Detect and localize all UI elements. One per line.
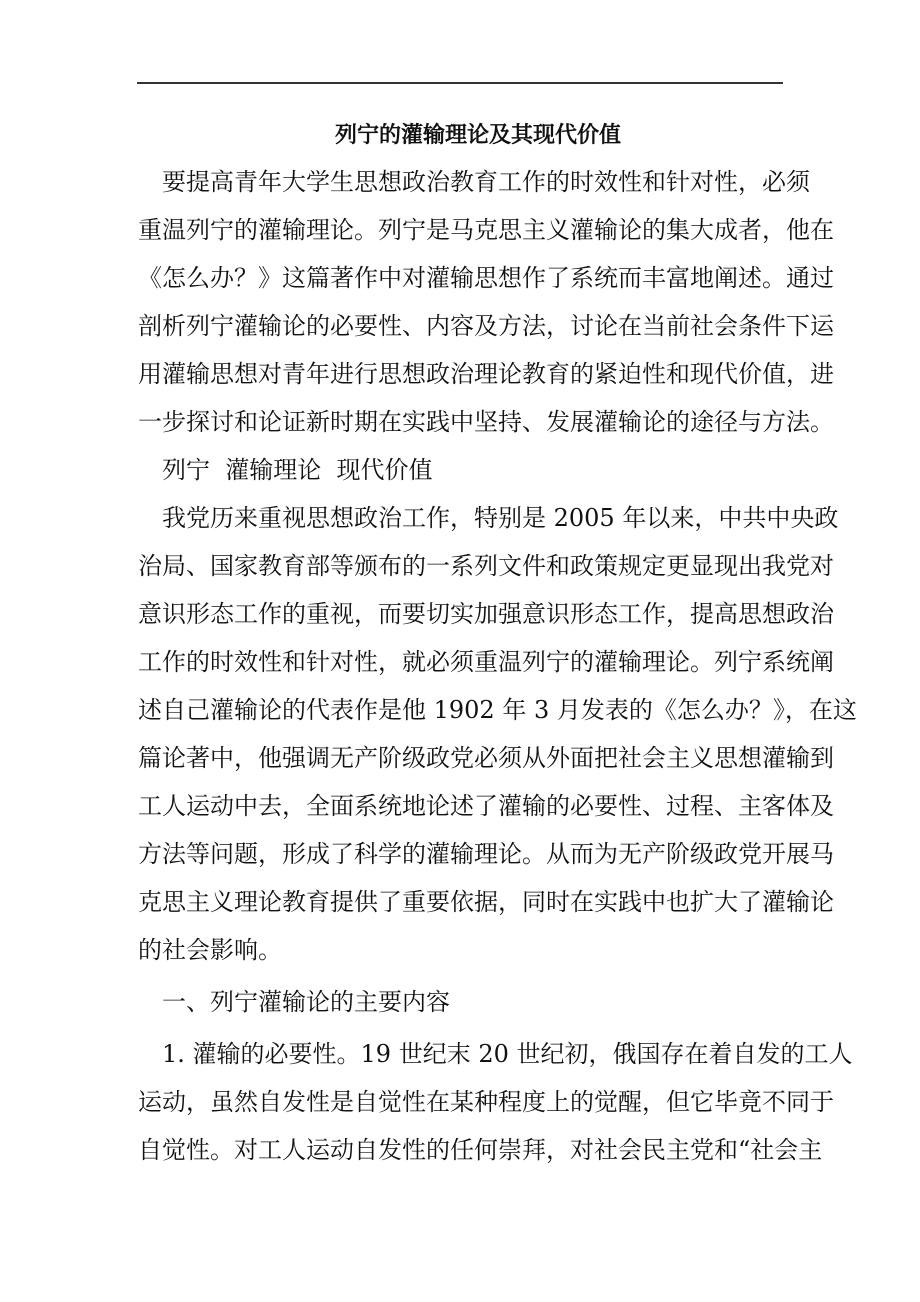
text-line: 要提高青年大学生思想政治教育工作的时效性和针对性，必须 — [162, 168, 810, 196]
text-line: 剖析列宁灌输论的必要性、内容及方法，讨论在当前社会条件下运 — [138, 312, 834, 340]
text-line: 自觉性。对工人运动自发性的任何崇拜，对社会民主党和“社会主 — [138, 1136, 823, 1164]
text-line: 的社会影响。 — [138, 936, 282, 964]
text-line: 工作的时效性和针对性，就必须重温列宁的灌输理论。列宁系统阐 — [138, 648, 834, 676]
text-line: 1. 灌输的必要性。19 世纪末 20 世纪初，俄国存在着自发的工人 — [162, 1040, 853, 1068]
section-paragraph — [138, 1030, 853, 1174]
text-line: 我党历来重视思想政治工作，特别是 2005 年以来，中共中央政 — [162, 504, 839, 532]
text-line: 工人运动中去，全面系统地论述了灌输的必要性、过程、主客体及 — [138, 792, 834, 820]
header-rule — [137, 82, 783, 84]
text-line: 篇论著中，他强调无产阶级政党必须从外面把社会主义思想灌输到 — [138, 744, 834, 772]
text-line: 治局、国家教育部等颁布的一系列文件和政策规定更显现出我党对 — [138, 552, 834, 580]
text-line: 运动，虽然自发性是自觉性在某种程度上的觉醒，但它毕竟不同于 — [138, 1088, 834, 1116]
text-line: 《怎么办？》这篇著作中对灌输思想作了系统而丰富地阐述。通过 — [138, 264, 834, 292]
text-line: 述自己灌输论的代表作是他 1902 年 3 月发表的《怎么办？》，在这 — [138, 696, 857, 724]
text-line: 重温列宁的灌输理论。列宁是马克思主义灌输论的集大成者，他在 — [138, 216, 834, 244]
section-heading: 一、列宁灌输论的主要内容 — [162, 988, 450, 1016]
text-line: 用灌输思想对青年进行思想政治理论教育的紧迫性和现代价值，进 — [138, 360, 834, 388]
intro-paragraph — [138, 494, 857, 974]
abstract-paragraph — [138, 158, 834, 446]
document-title: 列宁的灌输理论及其现代价值 — [334, 122, 621, 148]
text-line: 意识形态工作的重视，而要切实加强意识形态工作，提高思想政治 — [138, 600, 834, 628]
text-line: 一步探讨和论证新时期在实践中坚持、发展灌输论的途径与方法。 — [138, 408, 834, 436]
document-body — [138, 158, 857, 1174]
keywords: 列宁 灌输理论 现代价值 — [162, 456, 433, 484]
text-line: 克思主义理论教育提供了重要依据，同时在实践中也扩大了灌输论 — [138, 888, 834, 916]
text-line: 方法等问题，形成了科学的灌输理论。从而为无产阶级政党开展马 — [138, 840, 834, 868]
